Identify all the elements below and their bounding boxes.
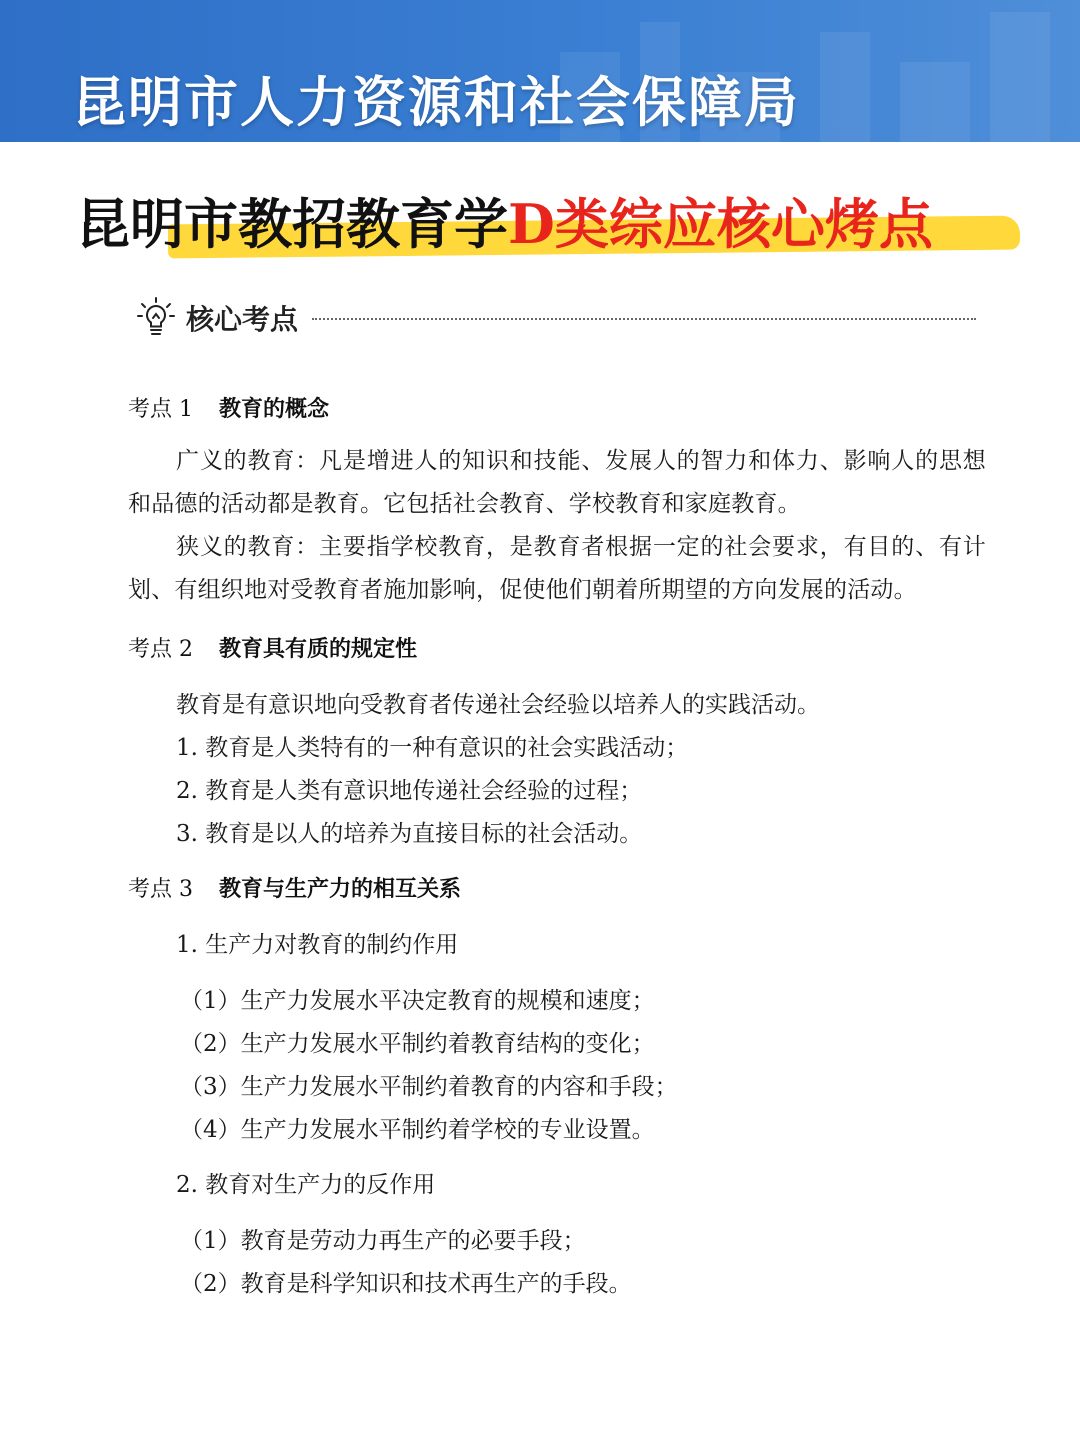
headline-text	[76, 182, 933, 259]
header-banner	[0, 0, 1080, 142]
list-item: 教育是有意识地向受教育者传递社会经验以培养人的实践活动。	[176, 692, 820, 718]
list-item: （2）教育是科学知识和技术再生产的手段。	[180, 1271, 632, 1297]
banner-title: 昆明市人力资源和社会保障局	[72, 71, 800, 134]
lightbulb-icon	[136, 296, 176, 340]
dotted-divider	[312, 318, 976, 320]
group-heading: 2. 教育对生产力的反作用	[176, 1172, 436, 1198]
skyline-decoration	[900, 62, 970, 142]
list-item: （1）生产力发展水平决定教育的规模和速度；	[180, 988, 655, 1014]
headline-part-1: 昆明市教招教育学	[76, 192, 508, 256]
page-headline	[0, 178, 1080, 268]
group-heading: 1. 生产力对教育的制约作用	[176, 932, 459, 958]
skyline-decoration	[990, 12, 1050, 142]
point-heading	[128, 392, 329, 423]
point-title: 教育具有质的规定性	[219, 637, 418, 662]
list-item: （3）生产力发展水平制约着教育的内容和手段；	[180, 1074, 678, 1100]
list-item: 1. 教育是人类特有的一种有意识的社会实践活动；	[176, 735, 689, 761]
section-header	[136, 292, 976, 344]
paragraph: 狭义的教育：主要指学校教育，是教育者根据一定的社会要求，有目的、有计划、有组织地对受教育者施加影响，促使他们朝着所期望的方向发展的活动。	[128, 534, 986, 603]
paragraph: 广义的教育：凡是增进人的知识和技能、发展人的智力和体力、影响人的思想和品德的活动都是教育。它包括社会教育、学校教育和家庭教育。	[128, 448, 986, 517]
list-item: 3. 教育是以人的培养为直接目标的社会活动。	[176, 821, 643, 847]
point-number: 考点 3	[128, 877, 193, 902]
point-number: 考点 2	[128, 637, 193, 662]
point-title: 教育的概念	[219, 397, 330, 422]
point-number: 考点 1	[128, 397, 193, 422]
list-item: （1）教育是劳动力再生产的必要手段；	[180, 1228, 586, 1254]
point-heading	[128, 632, 417, 663]
point-heading	[128, 872, 461, 903]
point-title: 教育与生产力的相互关系	[219, 877, 462, 902]
headline-part-2: D类综应核心烤点	[508, 192, 933, 256]
list-item: （4）生产力发展水平制约着学校的专业设置。	[180, 1117, 655, 1143]
list-item: 2. 教育是人类有意识地传递社会经验的过程；	[176, 778, 643, 804]
skyline-decoration	[820, 32, 870, 142]
list-item: （2）生产力发展水平制约着教育结构的变化；	[180, 1031, 655, 1057]
section-label: 核心考点	[186, 303, 299, 336]
